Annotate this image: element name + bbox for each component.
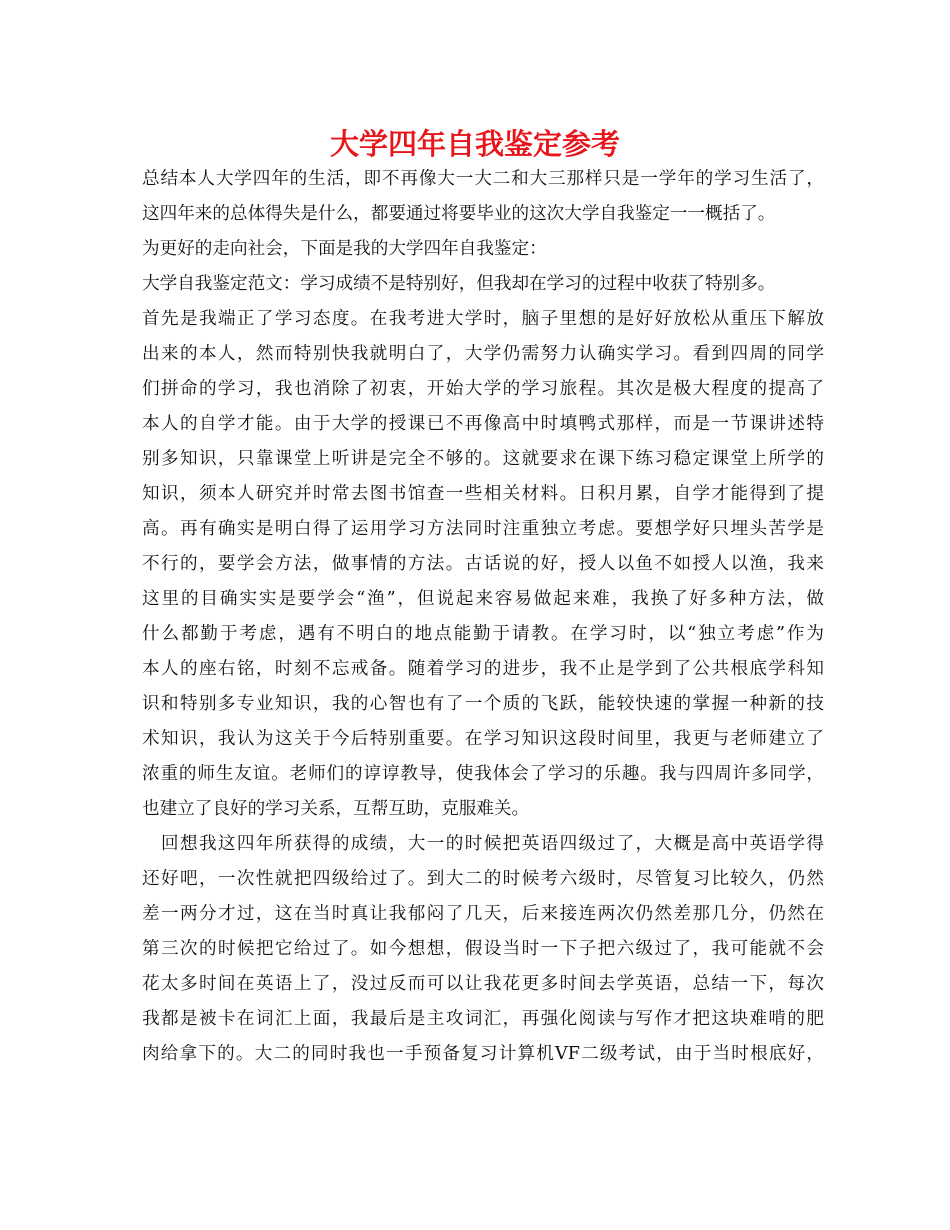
body-line: 本人的座右铭，时刻不忘戒备。随着学习的进步，我不止是学到了公共根底学科知 bbox=[142, 659, 824, 679]
body-line: 知识，须本人研究并时常去图书馆查一些相关材料。日积月累，自学才能得到了提 bbox=[142, 484, 824, 504]
body-line: 我都是被卡在词汇上面，我最后是主攻词汇，再强化阅读与写作才把这块难啃的肥 bbox=[142, 1009, 824, 1029]
body-line: 不行的，要学会方法，做事情的方法。古话说的好，授人以鱼不如授人以渔，我来 bbox=[142, 554, 824, 574]
body-line: 也建立了良好的学习关系，互帮互助，克服难关。 bbox=[142, 799, 530, 819]
document-title: 大学四年自我鉴定参考 bbox=[329, 127, 620, 161]
body-line: 回想我这四年所获得的成绩，大一的时候把英语四级过了，大概是高中英语学得 bbox=[142, 834, 824, 854]
document-body bbox=[142, 162, 824, 1072]
body-line: 出来的本人，然而特别快我就明白了，大学仍需努力认确实学习。看到四周的同学 bbox=[142, 344, 824, 364]
body-line: 为更好的走向社会，下面是我的大学四年自我鉴定： bbox=[142, 239, 547, 259]
body-line: 高。再有确实是明白得了运用学习方法同时注重独立考虑。要想学好只埋头苦学是 bbox=[142, 519, 824, 539]
body-line: 总结本人大学四年的生活，即不再像大一大二和大三那样只是一学年的学习生活了， bbox=[142, 169, 824, 189]
body-line: 大学自我鉴定范文：学习成绩不是特别好，但我却在学习的过程中收获了特别多。 bbox=[142, 274, 776, 294]
body-line: 这四年来的总体得失是什么，都要通过将要毕业的这次大学自我鉴定一一概括了。 bbox=[142, 204, 776, 224]
body-line: 差一两分才过，这在当时真让我郁闷了几天，后来接连两次仍然差那几分，仍然在 bbox=[142, 904, 824, 924]
body-line: 别多知识，只靠课堂上听讲是完全不够的。这就要求在课下练习稳定课堂上所学的 bbox=[142, 449, 824, 469]
body-line: 本人的自学才能。由于大学的授课已不再像高中时填鸭式那样，而是一节课讲述特 bbox=[142, 414, 824, 434]
body-line: 什么都勤于考虑，遇有不明白的地点能勤于请教。在学习时，以“独立考虑”作为 bbox=[142, 624, 824, 644]
body-line: 浓重的师生友谊。老师们的谆谆教导，使我体会了学习的乐趣。我与四周许多同学， bbox=[142, 764, 824, 784]
body-line: 第三次的时候把它给过了。如今想想，假设当时一下子把六级过了，我可能就不会 bbox=[142, 939, 824, 959]
body-line: 们拼命的学习，我也消除了初衷，开始大学的学习旅程。其次是极大程度的提高了 bbox=[142, 379, 824, 399]
body-line: 还好吧，一次性就把四级给过了。到大二的时候考六级时，尽管复习比较久，仍然 bbox=[142, 869, 824, 889]
body-line: 识和特别多专业知识，我的心智也有了一个质的飞跃，能较快速的掌握一种新的技 bbox=[142, 694, 824, 714]
body-line: 肉给拿下的。大二的同时我也一手预备复习计算机VF二级考试，由于当时根底好， bbox=[142, 1044, 824, 1064]
body-line: 这里的目确实实是要学会“渔”，但说起来容易做起来难，我换了好多种方法，做 bbox=[142, 589, 824, 609]
body-line: 首先是我端正了学习态度。在我考进大学时，脑子里想的是好好放松从重压下解放 bbox=[142, 309, 824, 329]
body-line: 花太多时间在英语上了，没过反而可以让我花更多时间去学英语，总结一下，每次 bbox=[142, 974, 824, 994]
body-line: 术知识，我认为这关于今后特别重要。在学习知识这段时间里，我更与老师建立了 bbox=[142, 729, 824, 749]
